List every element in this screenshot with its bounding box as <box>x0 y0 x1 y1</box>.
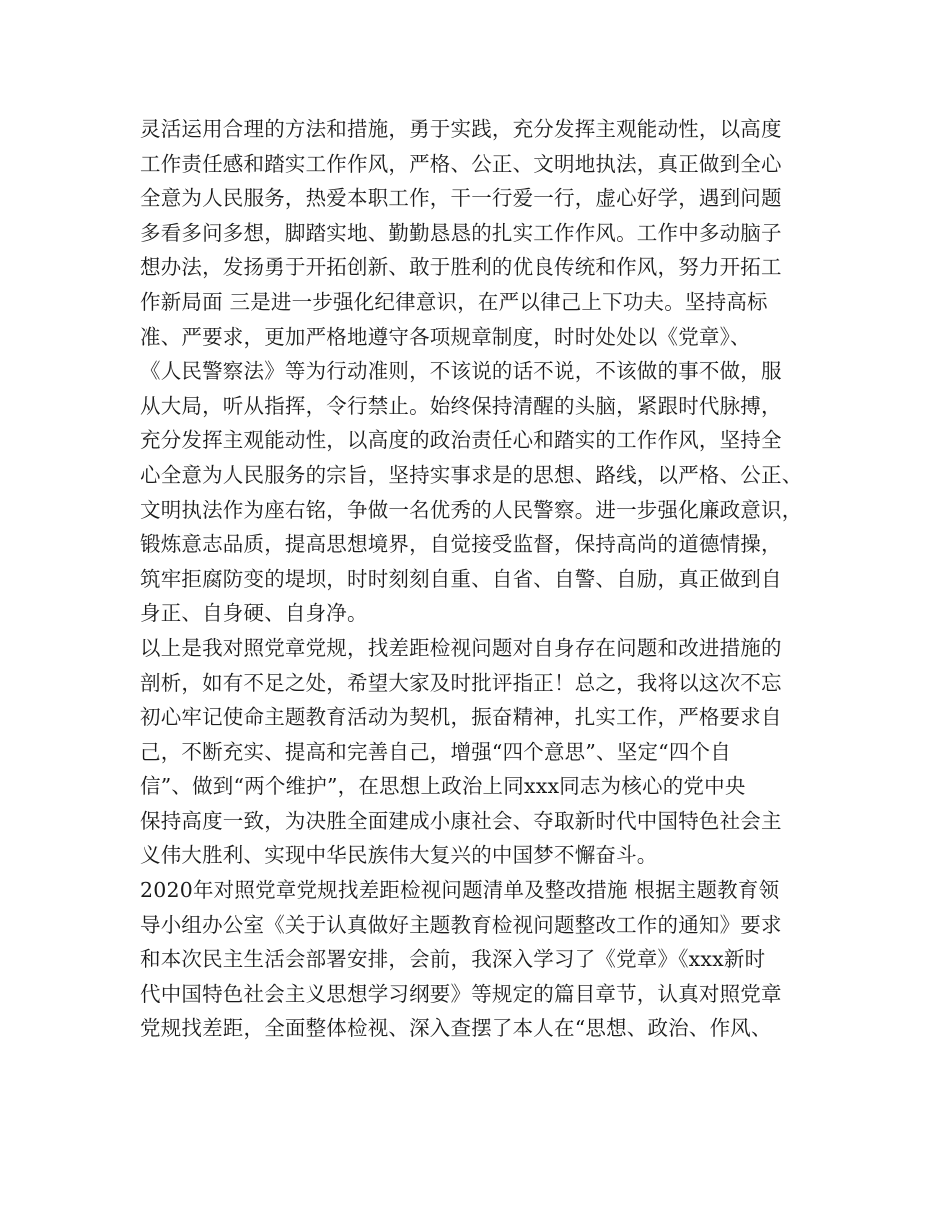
text-line: 身正、自身硬、自身净。 <box>140 601 368 626</box>
text-line: 义伟大胜利、实现中华民族伟大复兴的中国梦不懈奋斗。 <box>140 843 658 868</box>
text-line: 从大局，听从指挥，令行禁止。始终保持清醒的头脑，紧跟时代脉搏， <box>140 393 782 418</box>
text-line: 多看多问多想，脚踏实地、勤勤恳恳的扎实工作作风。工作中多动脑子 <box>140 220 782 245</box>
text-line: 以上是我对照党章党规，找差距检视问题对自身存在问题和改进措施的 <box>140 635 782 660</box>
text-line: 党规找差距，全面整体检视、深入查摆了本人在“思想、政治、作风、 <box>140 1016 772 1041</box>
text-line: 2020年对照党章党规找差距检视问题清单及整改措施 根据主题教育领 <box>140 878 780 903</box>
text-line: 锻炼意志品质，提高思想境界，自觉接受监督，保持高尚的道德情操， <box>140 532 782 557</box>
text-line: 保持高度一致，为决胜全面建成小康社会、夺取新时代中国特色社会主 <box>140 808 782 833</box>
text-line: 和本次民主生活会部署安排，会前，我深入学习了《党章》《xxx新时 <box>140 947 766 972</box>
text-line: 作新局面 三是进一步强化纪律意识，在严以律己上下功夫。坚持高标 <box>140 289 768 314</box>
text-line: 代中国特色社会主义思想学习纲要》等规定的篇目章节，认真对照党章 <box>140 981 782 1006</box>
text-line: 心全意为人民服务的宗旨，坚持实事求是的思想、路线，以严格、公正、 <box>140 462 803 487</box>
text-line: 工作责任感和踏实工作作风，严格、公正、文明地执法，真正做到全心 <box>140 151 782 176</box>
text-line: 全意为人民服务，热爱本职工作，干一行爱一行，虚心好学，遇到问题 <box>140 186 782 211</box>
text-line: 灵活运用合理的方法和措施，勇于实践，充分发挥主观能动性，以高度 <box>140 117 782 141</box>
text-line: 导小组办公室《关于认真做好主题教育检视问题整改工作的通知》要求 <box>140 912 782 937</box>
text-line: 剖析，如有不足之处，希望大家及时批评指正！总之，我将以这次不忘 <box>140 670 782 695</box>
text-line: 初心牢记使命主题教育活动为契机，振奋精神，扎实工作，严格要求自 <box>140 705 782 730</box>
text-line: 文明执法作为座右铭，争做一名优秀的人民警察。进一步强化廉政意识， <box>140 497 803 522</box>
text-line: 充分发挥主观能动性，以高度的政治责任心和踏实的工作作风，坚持全 <box>140 428 782 453</box>
text-line: 信”、做到“两个维护”，在思想上政治上同xxx同志为核心的党中央 <box>140 774 746 799</box>
text-line: 筑牢拒腐防变的堤坝，时时刻刻自重、自省、自警、自励，真正做到自 <box>140 566 782 591</box>
text-line: 《人民警察法》等为行动准则，不该说的话不说，不该做的事不做，服 <box>140 359 782 384</box>
document-body <box>140 112 830 1046</box>
text-line: 己，不断充实、提高和完善自己，增强“四个意思”、坚定“四个自 <box>140 739 731 764</box>
text-line: 准、严要求，更加严格地遵守各项规章制度，时时处处以《党章》、 <box>140 324 751 349</box>
text-line: 想办法，发扬勇于开拓创新、敢于胜利的优良传统和作风，努力开拓工 <box>140 255 782 280</box>
